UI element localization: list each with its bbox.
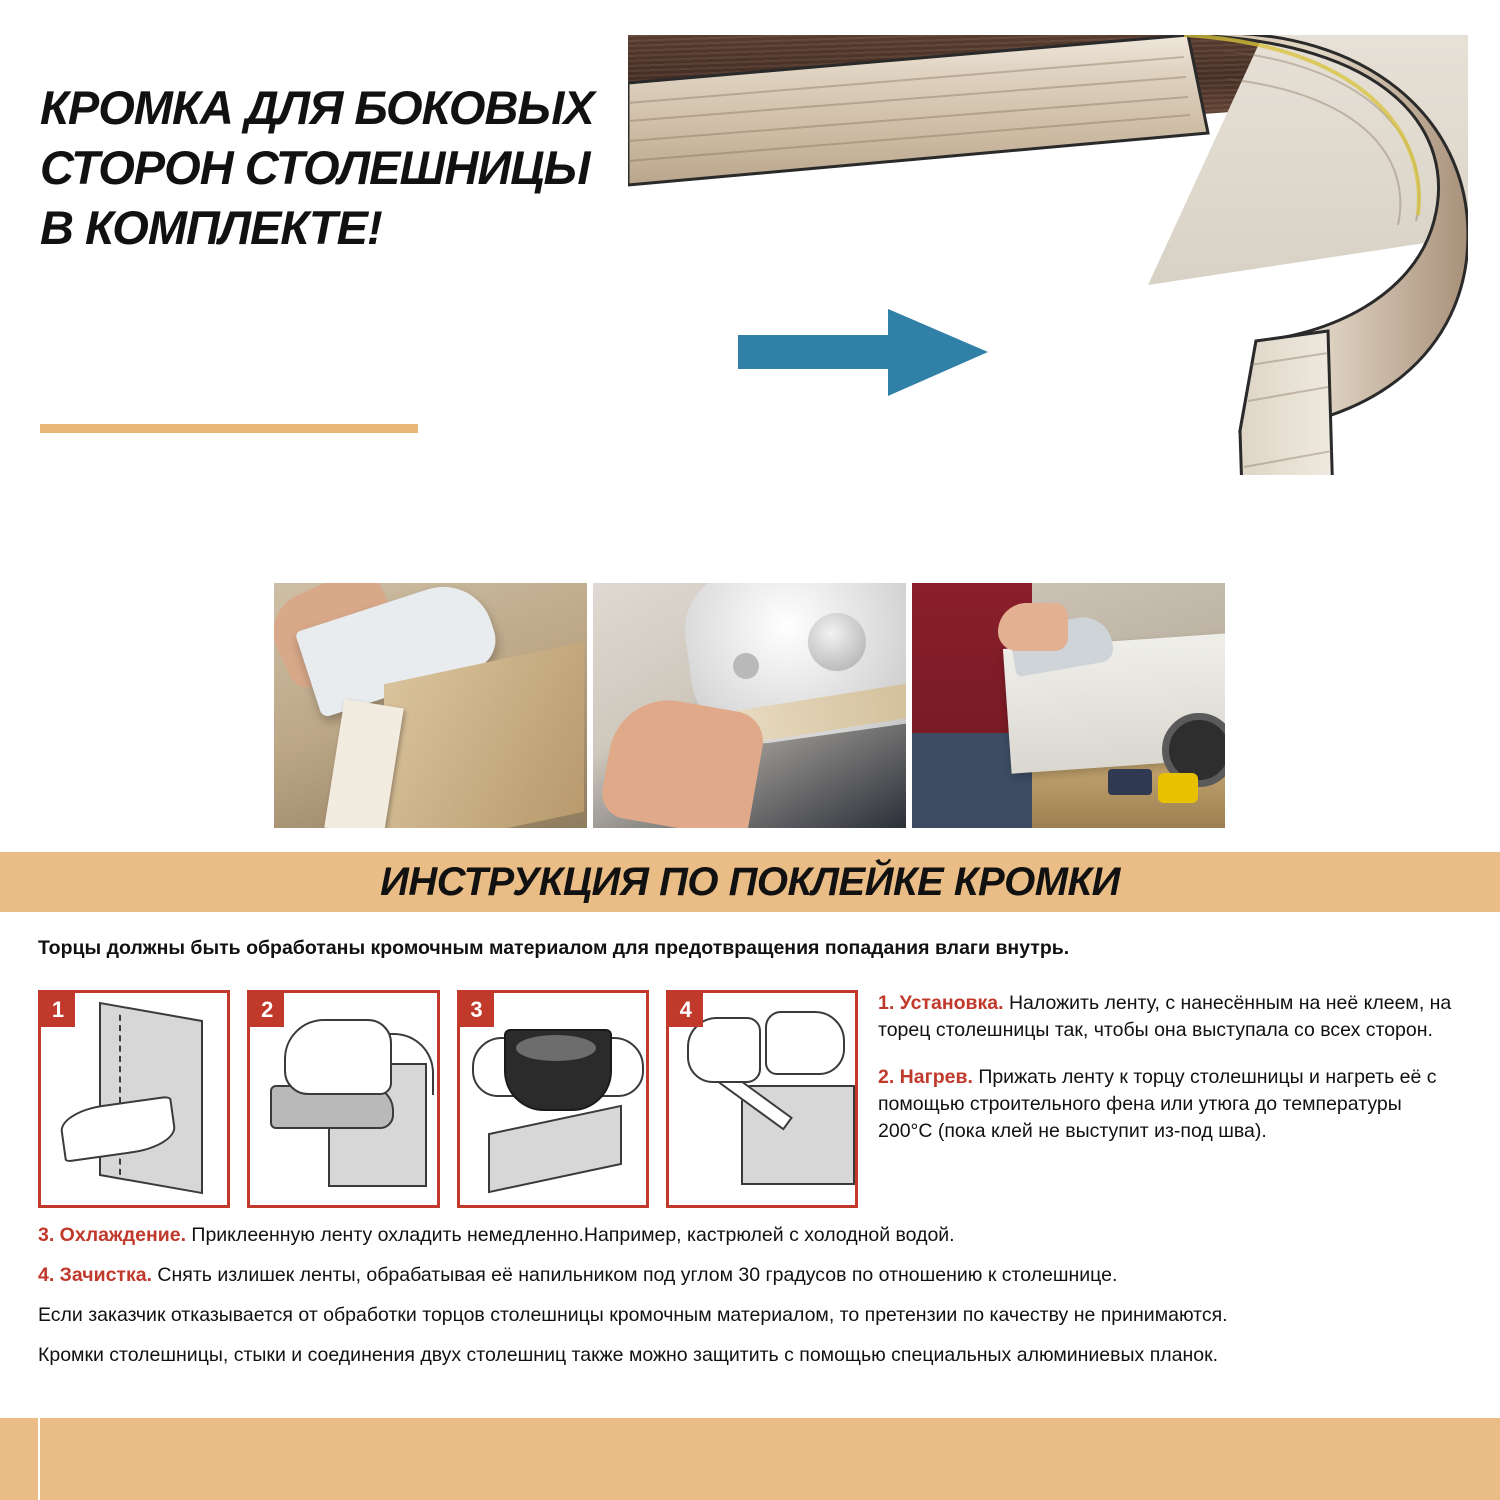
- step-number: 2: [250, 993, 284, 1027]
- instruction-paragraph-4-text: Снять излишек ленты, обрабатывая её напильником под углом 30 градусов по отношению к столешнице.: [151, 1264, 1118, 1286]
- instruction-paragraph-5-text: Если заказчик отказывается от обработки торцов столешницы кромочным материалом, то претензии по качеству не принимаются.: [38, 1304, 1228, 1326]
- instruction-paragraph-6: [38, 1342, 1462, 1369]
- steps-row: [38, 990, 858, 1202]
- instruction-banner-title: ИНСТРУКЦИЯ ПО ПОКЛЕЙКЕ КРОМКИ: [380, 859, 1120, 904]
- instructions-lead: Торцы должны быть обработаны кромочным материалом для предотвращения попадания влаги внутрь.: [38, 937, 1070, 959]
- hand: [284, 1019, 392, 1095]
- instruction-paragraph-2: [878, 1064, 1458, 1145]
- instructions-bottom-column: [38, 1222, 1462, 1382]
- slab: [488, 1105, 622, 1193]
- hand-right: [765, 1011, 845, 1075]
- step-number: 1: [41, 993, 75, 1027]
- title-underline: [40, 424, 418, 433]
- instruction-paragraph-1: [878, 990, 1458, 1044]
- page-title: КРОМКА ДЛЯ БОКОВЫХ СТОРОН СТОЛЕШНИЦЫ В КОМПЛЕКТЕ!: [40, 81, 594, 254]
- step-card-4: [666, 990, 858, 1208]
- hero-photo: [628, 35, 1468, 560]
- instruction-paragraph-3-text: Приклеенную ленту охладить немедленно.Например, кастрюлей с холодной водой.: [186, 1224, 955, 1246]
- instruction-paragraph-5: [38, 1302, 1462, 1329]
- instruction-paragraph-2-text: Прижать ленту к торцу столешницы и нагреть её с помощью строительного фена или утюга до температуры 200°C (пока клей не выступит из-под шва).: [878, 1066, 1437, 1142]
- arrow-right-icon: [738, 305, 988, 400]
- instructions-section: [0, 912, 1500, 1412]
- step-number: 4: [669, 993, 703, 1027]
- photo-applying-tape: [274, 583, 587, 828]
- instruction-paragraph-3-title: 3. Охлаждение.: [38, 1224, 187, 1246]
- instruction-paragraph-4-title: 4. Зачистка.: [38, 1264, 152, 1286]
- instruction-paragraph-3: [38, 1222, 1462, 1249]
- photo-ironing-tape: [593, 583, 906, 828]
- hero-section: [0, 0, 1500, 560]
- edge-band-illustration: [628, 35, 1468, 475]
- step-card-2: [247, 990, 439, 1208]
- step-card-1: [38, 990, 230, 1208]
- footer-divider: [38, 1418, 40, 1500]
- instruction-paragraph-4: [38, 1262, 1462, 1289]
- instruction-paragraph-6-text: Кромки столешницы, стыки и соединения двух столешниц также можно защитить с помощью специальных алюминиевых планок.: [38, 1344, 1219, 1366]
- footer-bar: [0, 1418, 1500, 1500]
- step-number: 3: [460, 993, 494, 1027]
- step-card-3: [457, 990, 649, 1208]
- instruction-paragraph-1-title: 1. Установка.: [878, 992, 1004, 1014]
- instruction-paragraph-2-title: 2. Нагрев.: [878, 1066, 973, 1088]
- pot-rim: [516, 1035, 596, 1061]
- photo-row: [274, 583, 1226, 828]
- instructions-right-column: [878, 990, 1458, 1165]
- photo-worker-ironing-panel: [912, 583, 1225, 828]
- instruction-paragraph-1-text: Наложить ленту, с нанесённым на неё клеем, на торец столешницы так, чтобы она выступала со всех сторон.: [878, 992, 1452, 1041]
